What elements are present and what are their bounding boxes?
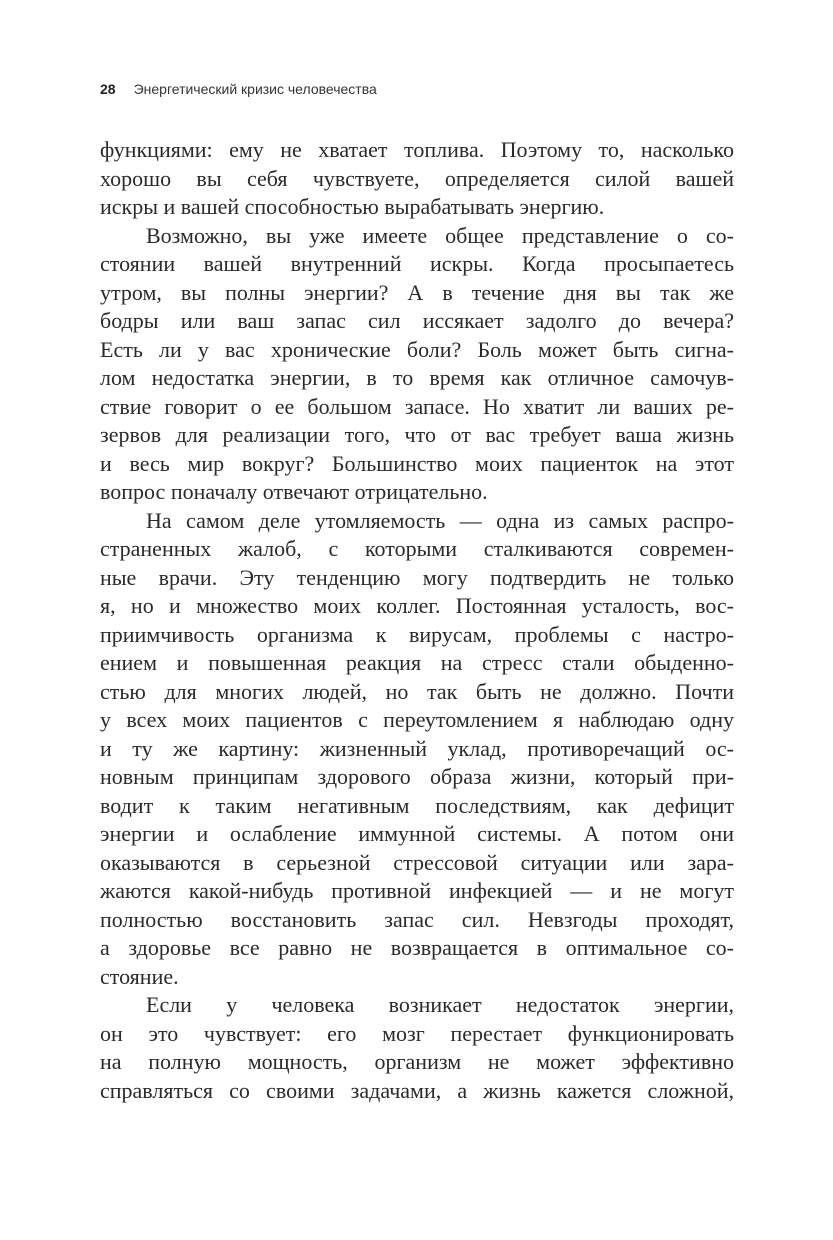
text-line: ствие говорит о ее большом запасе. Но хватит ли ваших ре- <box>100 393 734 419</box>
paragraph <box>100 991 734 1105</box>
text-line: ные врачи. Эту тенденцию могу подтвердить не только <box>100 564 734 590</box>
text-line: я, но и множество моих коллег. Постоянная усталость, вос- <box>100 593 734 618</box>
text-line: на полную мощность, организм не может эффективно <box>100 1049 734 1074</box>
text-line: водит к таким негативным последствиям, как дефицит <box>100 792 734 818</box>
text-line: бодры или ваш запас сил иссякает задолго до вечера? <box>100 308 734 333</box>
text-line: зервов для реализации того, что от вас требует ваша жизнь <box>100 422 734 447</box>
text-line: стью для многих людей, но так быть не должно. Почти <box>100 678 734 704</box>
text-line: Есть ли у вас хронические боли? Боль может быть сигна- <box>100 336 734 362</box>
text-line: стояние. <box>100 963 179 989</box>
text-line: жаются какой-нибудь противной инфекцией — и не могут <box>100 878 734 903</box>
paragraph <box>100 136 734 222</box>
text-line: а здоровье все равно не возвращается в оптимальное со- <box>100 935 734 960</box>
paragraph <box>100 222 734 507</box>
running-header <box>100 81 377 97</box>
paragraph <box>100 507 734 992</box>
text-line: утром, вы полны энергии? А в течение дня вы так же <box>100 279 734 305</box>
text-line: хорошо вы себя чувствуете, определяется силой вашей <box>100 165 734 191</box>
text-line: полностью восстановить запас сил. Невзгоды проходят, <box>100 906 734 932</box>
text-line: лом недостатка энергии, в то время как отличное самочув- <box>100 365 734 390</box>
text-line: стоянии вашей внутренний искры. Когда просыпаетесь <box>100 251 734 276</box>
text-line: вопрос поначалу отвечают отрицательно. <box>100 479 488 504</box>
text-line: он это чувствует: его мозг перестает функционировать <box>100 1020 734 1046</box>
text-line: оказываются в серьезной стрессовой ситуации или зара- <box>100 849 734 875</box>
text-line: функциями: ему не хватает топлива. Поэтому то, насколько <box>100 137 734 162</box>
text-line: На самом деле утомляемость — одна из самых распро- <box>146 507 734 533</box>
text-line: Возможно, вы уже имеете общее представление о со- <box>146 222 734 248</box>
text-line: и ту же картину: жизненный уклад, противоречащий ос- <box>100 735 734 761</box>
text-line: новным принципам здорового образа жизни, который при- <box>100 764 734 789</box>
text-line: и весь мир вокруг? Большинство моих пациенток на этот <box>100 450 734 476</box>
text-line: у всех моих пациентов с переутомлением я наблюдаю одну <box>100 707 734 732</box>
text-line: приимчивость организма к вирусам, проблемы с настро- <box>100 621 734 647</box>
text-line: страненных жалоб, с которыми сталкиваются современ- <box>100 536 734 561</box>
running-title: Энергетический кризис человечества <box>133 81 377 97</box>
text-line: справляться со своими задачами, а жизнь кажется сложной, <box>100 1077 734 1103</box>
body-text <box>100 136 734 1105</box>
text-line: Если у человека возникает недостаток энергии, <box>146 992 734 1017</box>
page-number: 28 <box>100 81 116 97</box>
text-line: ением и повышенная реакция на стресс стали обыденно- <box>100 650 734 675</box>
text-line: искры и вашей способностью вырабатывать энергию. <box>100 194 605 219</box>
text-line: энергии и ослабление иммунной системы. А потом они <box>100 821 734 846</box>
